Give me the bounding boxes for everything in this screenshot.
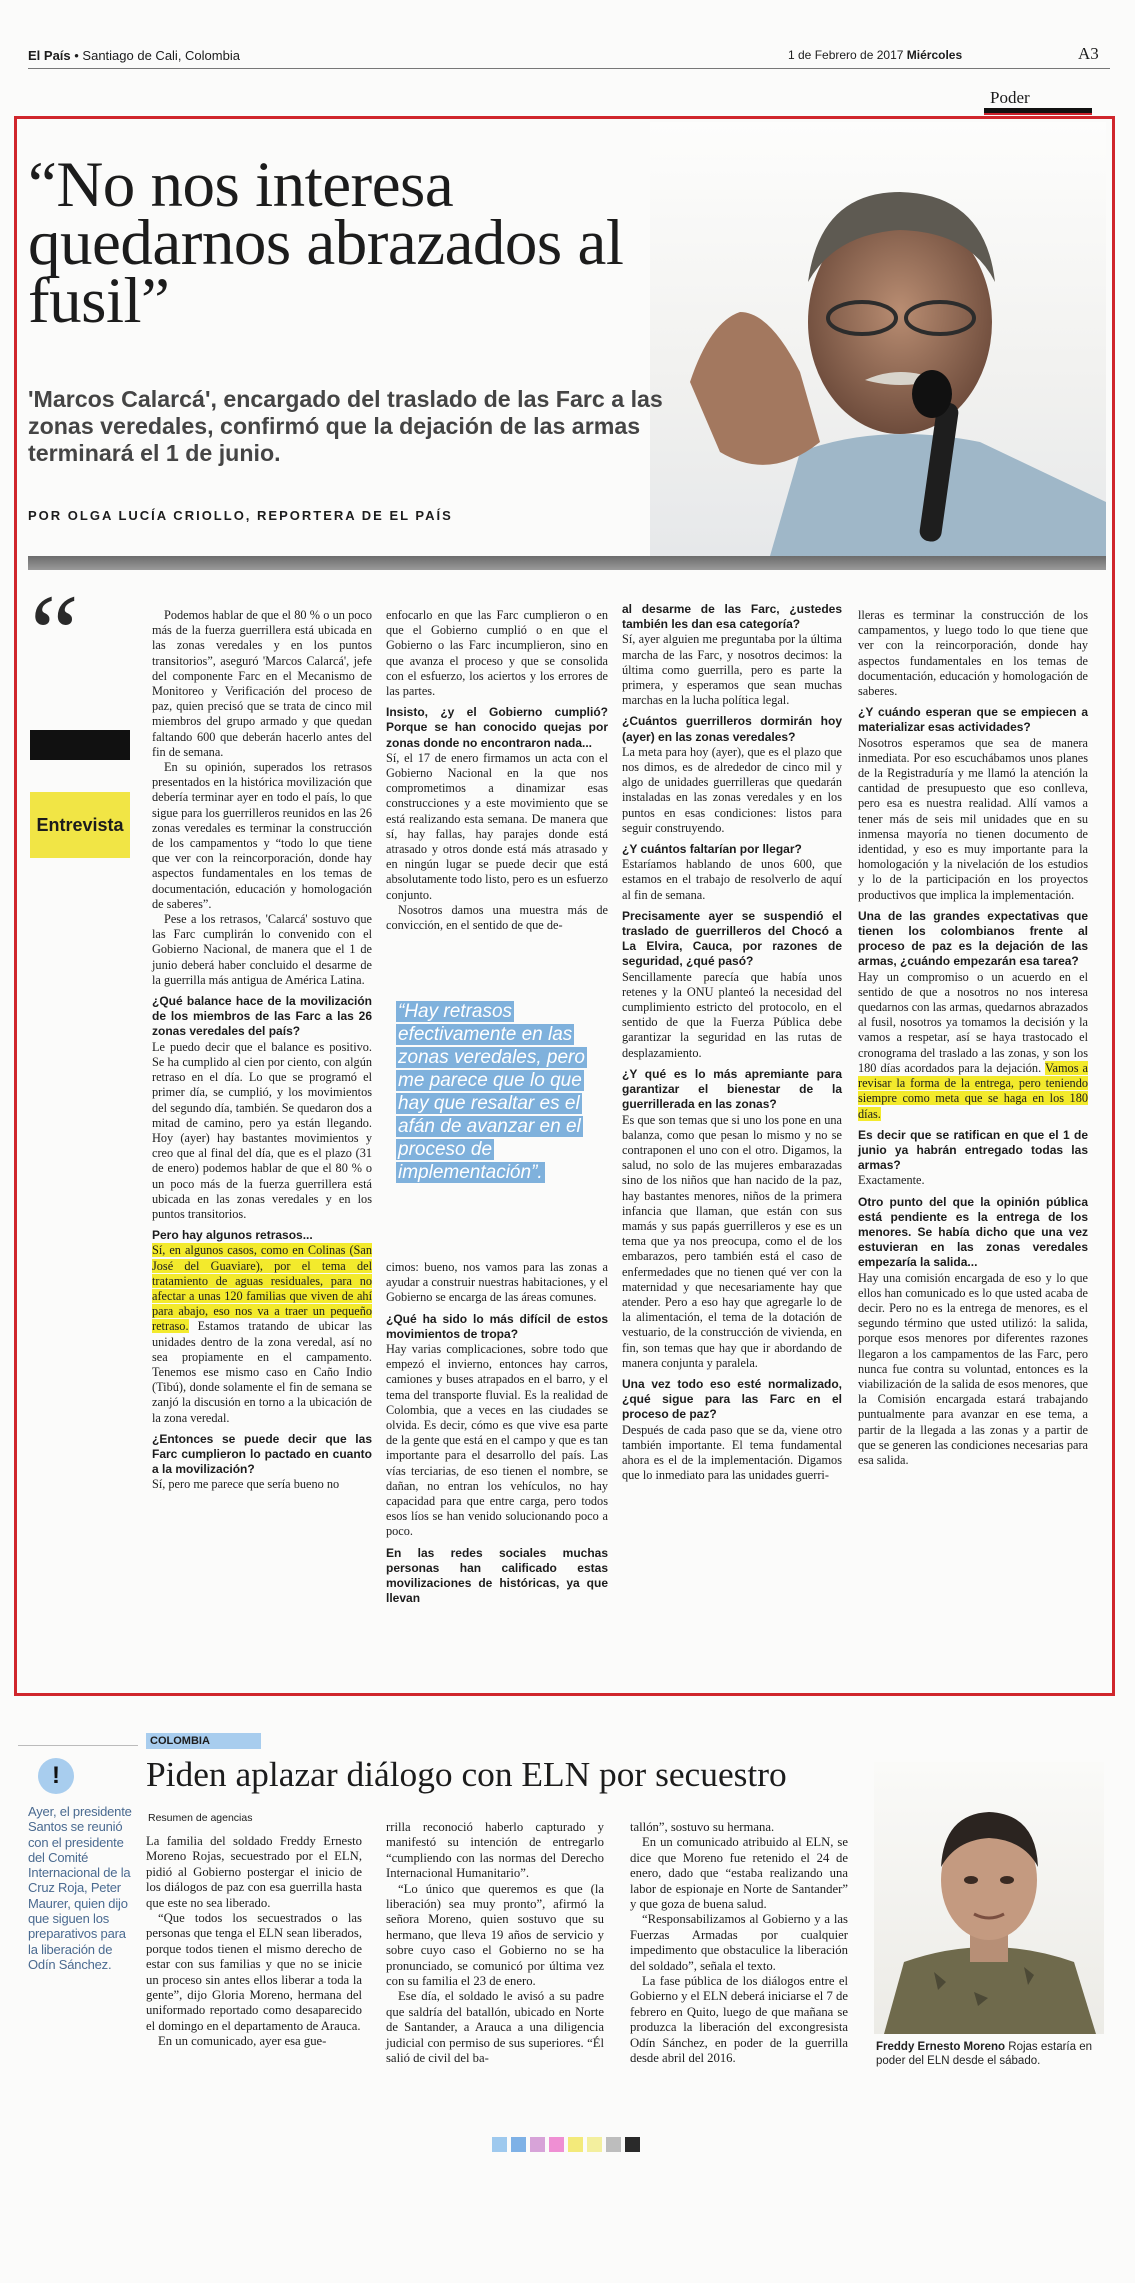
paragraph: En un comunicado atribuido al ELN, se dice que Moreno fue retenido el 24 de enero, dado que “estaba realizando una labor de espionaje en Norte de Santander” y que goza de buena salud. — [630, 1835, 848, 1912]
second-headline: Piden aplazar diálogo con ELN por secuestro — [146, 1754, 787, 1794]
paragraph: tallón”, sostuvo su hermana. — [630, 1820, 775, 1834]
color-swatch — [549, 2137, 564, 2152]
headline: “No nos interesa quedarnos abrazados al fusil” — [28, 149, 624, 337]
question: Una de las grandes expectativas que tienen los colombianos frente al proceso de paz es la dejación de las armas, ¿cuándo empezarán esa tarea? — [858, 908, 1088, 969]
divider-bar — [28, 556, 1106, 570]
paragraph: La familia del soldado Freddy Ernesto Moreno Rojas, secuestrado por el ELN, pidió al Gobierno postergar el inicio de los diálogos de paz con esa guerrilla hasta que este no sea liberado. — [146, 1834, 362, 1910]
color-swatch — [530, 2137, 545, 2152]
paragraph — [858, 970, 1088, 1122]
date: 1 de Febrero de 2017 — [788, 48, 904, 62]
article-column-3 — [622, 602, 842, 1483]
pull-quote-text: “Hay retrasos efectivamente en las zonas veredales, pero me parece que lo que hay que resaltar es el afán de avanzar en el proceso de implementación”. — [398, 1001, 585, 1183]
second-column-3 — [630, 1820, 848, 2067]
question: Otro punto del que la opinión pública está pendiente es la entrega de los menores. Se había dicho que una vez estuvieran en las zonas veredales empezaría la salida... — [858, 1194, 1088, 1270]
second-column-1 — [146, 1834, 362, 2050]
soldier-photo — [874, 1762, 1104, 2034]
paragraph: “Responsabilizamos al Gobierno y a las Fuerzas Armadas por cualquier impedimento que obstaculice la liberación del soldado”, señala el texto. — [630, 1912, 848, 1973]
paragraph: “Lo único que queremos es que (la liberación) sea muy pronto”, afirmó la señora Moreno, quien sostuvo que su hermano, que lleva 19 años de servicio y sobre cuyo caso el Gobierno no se ha pronunciado, se comunicó por última vez con su familia el 23 de enero. — [386, 1881, 604, 1989]
paragraph: En su opinión, superados los retrasos presentados en la histórica movilización que debería terminar ayer en todo el país, lo que sigue para los guerrilleros reunidos en las 26 zonas veredales es terminar la construcción de los campamentos y “todo lo que tiene que ver con la reincorporación, donde hay aspectos fundamentales en los temas de documentación, educación y homologación de saberes”. — [152, 760, 372, 911]
color-swatch — [606, 2137, 621, 2152]
question: al desarme de las Farc, ¿ustedes también les dan esa categoría? — [622, 602, 842, 632]
alert-icon: ! — [38, 1758, 74, 1794]
color-swatch — [568, 2137, 583, 2152]
section-label: Poder — [990, 88, 1030, 107]
deck: 'Marcos Calarcá', encargado del traslado de las Farc a las zonas veredales, confirmó que la dejación de las armas terminará el 1 de junio. — [28, 386, 663, 466]
date-line — [788, 48, 962, 62]
paragraph: Sí, ayer alguien me preguntaba por la última marcha de las Farc, y nosotros decimos: la última como guerrilla, pero es parte la primera, y esperamos que sean muchas marchas en la lucha política legal. — [622, 632, 842, 708]
header-rule — [28, 68, 1110, 69]
question: Insisto, ¿y el Gobierno cumplió? Porque se han conocido quejas por zonas donde no encontraron nada... — [386, 705, 608, 750]
color-swatch — [492, 2137, 507, 2152]
quote-mark: “ — [30, 572, 79, 694]
page-number: A3 — [1078, 44, 1099, 63]
portrait-photo — [650, 122, 1106, 556]
question: ¿Qué ha sido lo más difícil de estos movimientos de tropa? — [386, 1311, 608, 1341]
question: En las redes sociales muchas personas han calificado estas movilizaciones de históricas, ya que llevan — [386, 1545, 608, 1606]
second-column-2 — [386, 1820, 604, 2067]
paragraph-text: Hay un compromiso o un acuerdo en el sentido de que a nosotros no nos interesa quedarnos con las armas, quedarnos abrazados al fusil, nosotros ya tomamos la decisión y la vamos a respetar, así se haya trastocado el cronograma del traslado a las zonas, y son los 180 días acordados para la dejación. — [858, 969, 1088, 1075]
caption-name: Freddy Ernesto Moreno — [876, 2041, 1006, 2053]
color-swatch — [587, 2137, 602, 2152]
question: ¿Y qué es lo más apremiante para garantizar el bienestar de la guerrillerada en las zonas? — [622, 1066, 842, 1112]
paragraph: Sencillamente parecía que había unos retenes y la ONU planteó la necesidad del cumplimiento estricto del protocolo, en el sentido de que la Fuerza Pública debe garantizar la seguridad en las rutas de desplazamiento. — [622, 969, 842, 1060]
paragraph: Le puedo decir que el balance es positivo. Se ha cumplido al cien por ciento, con algún retraso en el día. Lo que se programó el primer día, se cumplió, y los movimientos del segundo día, también. Se quedaron dos a mitad de camino, pero ya están llegando. Hoy (ayer) hay bastantes movimientos y creo que al final del día, que es el plazo (31 de enero) podemos hablar de que el 80 % o un poco más de la fuerza guerrillera está ubicada en las zonas veredales y en los puntos transitorios. — [152, 1039, 372, 1221]
photo-caption — [876, 2040, 1106, 2068]
question: Precisamente ayer se suspendió el traslado de guerrilleros del Chocó a La Elvira, Cauca, por razones de seguridad, ¿qué pasó? — [622, 908, 842, 969]
article-column-1 — [152, 608, 372, 1493]
paragraph: Es que son temas que si uno los pone en una balanza, como que pesan lo mismo y no se contraponen el uno con el otro. Digamos, la salud, no solo de las mujeres embarazadas sino de los niños que han nacido de la paz, hay bastantes menores, niños de la primera infancia que llaman, que están con sus mamás y sus papás guerrilleros y ese es un tema que ya nos preocupa, como el de los embarazos, pero también está el caso de enfermedades que no tienen qué ver con la maternidad y que necesariamente hay que atender. Pero a eso hay que agregarle lo de la alimentación, el tema de la dotación de vestuario, de la construcción de vivienda, en fin, son temas que hay que ir abordando de manera conjunta y paralela. — [622, 1112, 842, 1370]
paragraph: Nosotros esperamos que sea de manera inmediata. Por eso escuchábamos unos planes de la Registraduría y me llamó la atención la cantidad de presupuesto que eso conlleva, pero esa es nuestra realidad. Allí vamos a tener más de seis mil unidades que en su inmensa mayoría no tienen documento de identidad, y eso es muy importante para la homologación y la nivelación de los estudios y lo de la participación en los proyectos productivos que implica la implementación. — [858, 735, 1088, 902]
paragraph-text: Estamos tratando de ubicar las unidades dentro de la zona veredal, así no sea propiamente en el campamento. Tenemos ese mismo caso en Caño Indio (Tibú), donde solamente el fin de semana se zanjó la discusión en torno a la ubicación de la zona veredal. — [152, 1319, 372, 1425]
paragraph: Sí, pero me parece que sería bueno no — [152, 1477, 340, 1492]
paragraph: rrilla reconoció haberlo capturado y manifestó su intención de entregarlo “cumpliendo con las normas del Derecho Internacional Humanitario”. — [386, 1820, 604, 1881]
paragraph: Podemos hablar de que el 80 % o un poco más de la fuerza guerrillera está ubicada en las zonas veredales y en los puntos transitorios”, aseguró 'Marcos Calarcá', jefe del componente Farc en el Mecanismo de Monitoreo y Verificación del proceso de paz, quien precisó que se trata de cinco mil miembros del grupo armado y que quedan faltando 600 que deberán hacerlo antes del fin de semana. — [152, 608, 372, 759]
paragraph: La meta para hoy (ayer), que es el plazo que nos dimos, es de alrededor de cinco mil y algo de unidades guerrilleras que quedarán instaladas en las zonas veredales y en los puntos en esas condiciones: listos para seguir construyendo. — [622, 744, 842, 835]
byline: POR OLGA LUCÍA CRIOLLO, REPORTERA DE EL PAÍS — [28, 508, 453, 523]
paragraph: Exactamente. — [858, 1173, 925, 1188]
paragraph: Pese a los retrasos, 'Calarcá' sostuvo que las Farc cumplirán lo convenido con el Gobierno Nacional, de manera que el 1 de junio deberá haber concluido el desarme de la guerrilla más antigua de América Latina. — [152, 912, 372, 987]
paragraph — [152, 1243, 372, 1425]
black-block — [30, 730, 130, 760]
paper-name: El País — [28, 48, 71, 63]
paragraph: lleras es terminar la construcción de los campamentos, y luego todo lo que tiene que ver con la reincorporación, donde hay aspectos fundamentales en los temas de documentación, educación y homologación de saberes. — [858, 608, 1088, 699]
article-column-2 — [386, 608, 608, 933]
sidebar-note: Ayer, el presidente Santos se reunió con el presidente del Comité Internacional de la Cruz Roja, Peter Maurer, quien dijo que siguen los preparativos para la liberación de Odín Sánchez. — [28, 1804, 132, 1972]
pull-quote — [396, 1000, 596, 1184]
sidebar-rule — [18, 1745, 138, 1746]
question: Una vez todo eso esté normalizado, ¿qué sigue para las Farc en el proceso de paz? — [622, 1376, 842, 1422]
highlighted-text: Vamos a revisar la forma de la entrega, pero teniendo siempre como meta que se haga en los 180 días. — [858, 1060, 1088, 1121]
paragraph: Ese día, el soldado le avisó a su padre que saldría del batallón, ubicado en Norte de Santander, a Arauca a una diligencia judicial con permiso de sus superiores. “Él salió de civil del ba- — [386, 1989, 604, 2066]
color-swatch — [625, 2137, 640, 2152]
color-swatch — [511, 2137, 526, 2152]
section-label-colombia: COLOMBIA — [146, 1733, 261, 1749]
article-column-2b — [386, 1260, 608, 1606]
paragraph: Nosotros damos una muestra más de convicción, en el sentido de que de- — [386, 902, 608, 933]
paragraph: cimos: bueno, nos vamos para las zonas a ayudar a construir nuestras habitaciones, y el Gobierno se encarga de las áreas comunes. — [386, 1260, 608, 1305]
source-line: Resumen de agencias — [148, 1812, 253, 1824]
question: ¿Cuántos guerrilleros dormirán hoy (ayer) en las zonas veredales? — [622, 714, 842, 744]
paragraph: enfocarlo en que las Farc cumplieron o en que el Gobierno cumplió o en que el Gobierno o las Farc incumplieron, sino en que avanza el proceso y que se consolida con el esfuerzo, los aciertos y los errores de las partes. — [386, 608, 608, 699]
paragraph: Después de cada paso que se da, viene otro también importante. El tema fundamental ahora es el de la implementación. Digamos que lo inmediato para las unidades guerri- — [622, 1422, 842, 1483]
masthead: El País • Santiago de Cali, Colombia — [28, 48, 240, 63]
paragraph: Sí, el 17 de enero firmamos un acta con el Gobierno Nacional en la que nos comprometimos a dinamizar esas construcciones y a este movimiento que se está realizando esta semana. De manera que sí, hay fallas, hay parajes donde está atrasado y otros donde está más atrasado y en ningún lugar se puede decir que está absolutamente todo listo, pero es un esfuerzo conjunto. — [386, 750, 608, 902]
weekday: Miércoles — [906, 48, 963, 62]
section-tag: Entrevista — [30, 792, 130, 858]
highlighted-text: Sí, en algunos casos, como en Colinas (San José del Guaviare), por el tema del tratamiento de aguas residuales, para no afectar a unas 120 familias que viven de ahí para abajo, eso nos va a traer un pequeño retraso. — [152, 1243, 372, 1334]
section-rule-red — [984, 113, 1092, 115]
caption-text: Rojas estaría en poder del ELN desde el sábado. — [876, 2041, 1093, 2067]
question: ¿Y cuándo esperan que se empiecen a materializar esas actividades? — [858, 705, 1088, 735]
paragraph: La fase pública de los diálogos entre el Gobierno y el ELN deberá iniciarse el 7 de febrero en Quito, luego de que mañana se produzca la liberación del excongresista Odín Sánchez, en poder de la guerrilla desde abril del 2016. — [630, 1974, 848, 2066]
article-column-4 — [858, 608, 1088, 1468]
question: Pero hay algunos retrasos... — [152, 1228, 313, 1243]
question: Es decir que se ratifican en que el 1 de junio ya habrán entregado todas las armas? — [858, 1127, 1088, 1173]
question: ¿Qué balance hace de la movilización de los miembros de las Farc a las 26 zonas veredales del país? — [152, 994, 372, 1039]
question: ¿Y cuántos faltarían por llegar? — [622, 842, 802, 857]
paragraph: “Que todos los secuestrados o las personas que tenga el ELN sean liberados, porque todos tienen el mismo derecho de estar con sus familias y que no se inicie un proceso sin antes ellos liberar a toda la gente”, dijo Gloria Moreno, hermana del uniformado reportado como desaparecido el domingo en el departamento de Arauca. — [146, 1911, 362, 2033]
paragraph: Hay varias complicaciones, sobre todo que empezó el invierno, entonces hay carros, camiones y buses atrapados en el barro, y el tema del transporte fluvial. Es la realidad de Colombia, que a veces en las ciudades se olvida. Es decir, cómo es que vive esa parte de la gente que está en el campo y que es tan importante para el desarrollo del país. Las vías terciarias, de eso tienen el nombre, se dañan, no entran los vehículos, no hay capacidad para que entre carga, pero todos esos líos se han venido solucionando poco a poco. — [386, 1342, 608, 1539]
place: Santiago de Cali, Colombia — [82, 48, 240, 63]
paragraph: En un comunicado, ayer esa gue- — [158, 2034, 327, 2049]
paragraph: Hay una comisión encargada de eso y lo que ellos han comunicado es lo que usted acaba de decir. Pero no es la entrega de menores, es el segundo término que usted utilizó: la salida, porque esos menores por diferentes razones llegaron a los campamentos de las Farc, pero nunca fue contra su voluntad, entonces es la viabilización de la salida de esos menores, que la Comisión encargada estará trabajando puntualmente para avanzar en ese tema, a partir de la llegada a las zonas y a partir de que se generen las condiciones necesarias para esa salida. — [858, 1270, 1088, 1467]
paragraph: Estaríamos hablando de unos 600, que estamos en el trabajo de resolverlo de aquí al fin de semana. — [622, 857, 842, 902]
question: ¿Entonces se puede decir que las Farc cumplieron lo pactado en cuanto a la movilización? — [152, 1431, 372, 1477]
